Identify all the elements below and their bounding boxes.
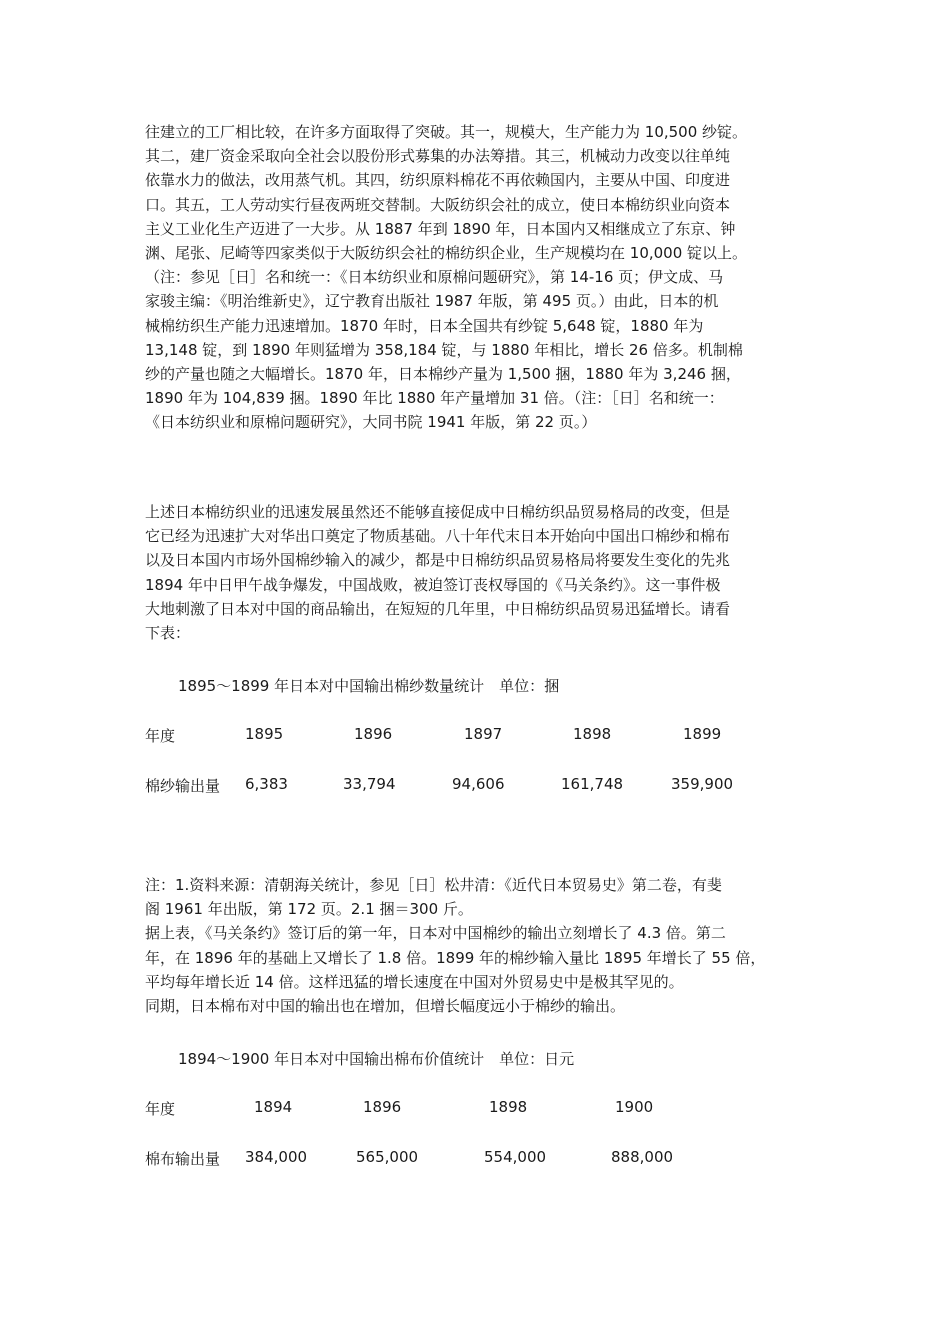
table1-value-cell: 161,748 — [561, 775, 624, 793]
table1-header-label: 年度 — [145, 727, 176, 745]
text-line: 13,148 锭，到 1890 年则猛增为 358,184 锭，与 1880 年相比，增长 26 倍多。机制棉 — [145, 340, 743, 359]
table1-year-cell: 1896 — [354, 725, 393, 743]
table2-caption: 1894～1900 年日本对中国输出棉布价值统计 单位：日元 — [178, 1050, 575, 1068]
text-line: 纱的产量也随之大幅增长。1870 年，日本棉纱产量为 1,500 捆，1880 年为 3,246 捆， — [145, 365, 741, 384]
table1-year-cell: 1899 — [683, 725, 722, 743]
table2-row-label: 棉布输出量 — [145, 1150, 221, 1168]
text-line: 据上表，《马关条约》签订后的第一年，日本对中国棉纱的输出立刻增长了 4.3 倍。第二 — [145, 924, 726, 943]
paragraph-textile-history — [145, 120, 820, 435]
text-line: 渊、尾张、尼崎等四家类似于大阪纺织会社的棉纺织企业，生产规模均在 10,000 锭以上。 — [145, 244, 748, 263]
paragraph-trade-growth — [145, 500, 820, 645]
table1-year-cell: 1895 — [245, 725, 284, 743]
text-line: 注：1.资料来源：清朝海关统计，参见［日］松井清：《近代日本贸易史》第二卷，有斐 — [145, 876, 722, 894]
text-line: 《日本纺织业和原棉问题研究》，大同书院 1941 年版，第 22 页。） — [145, 413, 597, 432]
table1-year-cell: 1897 — [464, 725, 503, 743]
table2-year-cell: 1898 — [489, 1098, 528, 1116]
table1-year-cell: 1898 — [573, 725, 612, 743]
text-line: （注：参见［日］名和统一：《日本纺织业和原棉问题研究》，第 14-16 页；伊文成、马 — [145, 268, 724, 287]
text-line: 口。其五，工人劳动实行昼夜两班交替制。大阪纺织会社的成立，使日本棉纺织业向资本 — [145, 195, 731, 214]
text-line: 1890 年为 104,839 捆。1890 年比 1880 年产量增加 31 倍。（注：［日］名和统一： — [145, 389, 724, 408]
text-line: 同期，日本棉布对中国的输出也在增加，但增长幅度远小于棉纱的输出。 — [145, 997, 626, 1016]
text-line: 大地刺激了日本对中国的商品输出，在短短的几年里，中日棉纺织品贸易迅猛增长。请看 — [145, 599, 731, 618]
text-line: 上述日本棉纺织业的迅速发展虽然还不能够直接促成中日棉纺织品贸易格局的改变，但是 — [145, 503, 731, 521]
text-line: 往建立的工厂相比较，在许多方面取得了突破。其一，规模大，生产能力为 10,500 纱锭。 — [145, 123, 748, 141]
table2-year-cell: 1900 — [615, 1098, 654, 1116]
table1-value-cell: 33,794 — [343, 775, 396, 793]
text-line: 其二，建厂资金采取向全社会以股份形式募集的办法筹措。其三，机械动力改变以往单纯 — [145, 147, 731, 166]
table2-year-cell: 1896 — [363, 1098, 402, 1116]
table2-value-cell: 554,000 — [484, 1148, 547, 1166]
table1-value-cell: 6,383 — [245, 775, 288, 793]
table1-value-cell: 94,606 — [452, 775, 505, 793]
table2-value-cell: 565,000 — [356, 1148, 419, 1166]
table1-row-label: 棉纱输出量 — [145, 777, 221, 795]
table2-value-cell: 384,000 — [245, 1148, 308, 1166]
text-line: 依靠水力的做法，改用蒸气机。其四，纺织原料棉花不再依赖国内，主要从中国、印度进 — [145, 171, 731, 190]
table2-value-cell: 888,000 — [611, 1148, 674, 1166]
text-line: 1894 年中日甲午战争爆发，中国战败，被迫签订丧权辱国的《马关条约》。这一事件极 — [145, 575, 721, 594]
table1-value-cell: 359,900 — [671, 775, 734, 793]
text-line: 家骏主编：《明治维新史》，辽宁教育出版社 1987 年版，第 495 页。）由此，日本的机 — [145, 292, 719, 311]
text-line: 平均每年增长近 14 倍。这样迅猛的增长速度在中国对外贸易史中是极其罕见的。 — [145, 972, 684, 991]
text-line: 年，在 1896 年的基础上又增长了 1.8 倍。1899 年的棉纱输入量比 1895 年增长了 55 倍， — [145, 948, 766, 967]
table2-header-label: 年度 — [145, 1100, 176, 1118]
table1-caption: 1895～1899 年日本对中国输出棉纱数量统计 单位：捆 — [178, 677, 560, 695]
paragraph-notes-analysis — [145, 873, 820, 1018]
text-line: 以及日本国内市场外国棉纱输入的减少，都是中日棉纺织品贸易格局将要发生变化的先兆 — [145, 551, 731, 570]
table2-year-cell: 1894 — [254, 1098, 293, 1116]
text-line: 械棉纺织生产能力迅速增加。1870 年时，日本全国共有纱锭 5,648 锭，1880 年为 — [145, 316, 704, 335]
text-line: 下表： — [145, 624, 191, 643]
text-line: 阁 1961 年出版，第 172 页。2.1 捆＝300 斤。 — [145, 900, 473, 919]
text-line: 主义工业化生产迈进了一大步。从 1887 年到 1890 年，日本国内又相继成立了东京、钟 — [145, 219, 736, 238]
text-line: 它已经为迅速扩大对华出口奠定了物质基础。八十年代末日本开始向中国出口棉纱和棉布 — [145, 527, 731, 546]
